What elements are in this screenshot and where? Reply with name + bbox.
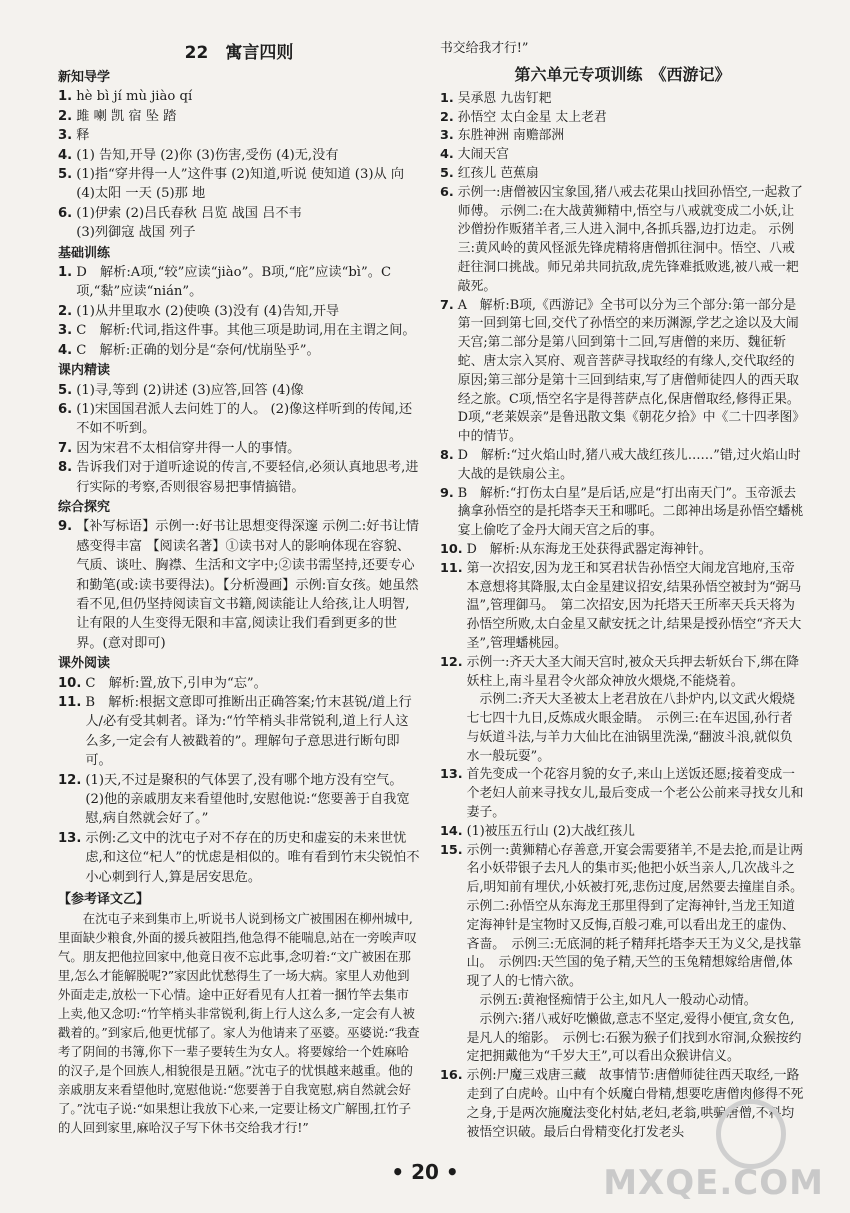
answer-text: (1) 告知,开导 (2)你 (3)伤害,受伤 (4)无,没有	[76, 147, 339, 163]
answer-text: 示例一:唐僧被囚宝象国,猪八戒去花果山找回孙悟空,一起救了师傅。 示例二:在大战黄狮精中,悟空与八戒就变成二小妖,让沙僧扮作贩猪羊者,三人进入洞中,各抓兵器,边打边走。 示例三:黄风岭的黄风怪派先锋虎精将唐僧抓往洞中。悟空、八戒赶往洞口挑战。师兄弟共同抗敌,虎先锋难抵败逃,被八戒一耙敲死。	[457, 184, 803, 294]
section-heading: 课外阅读	[58, 656, 111, 672]
answer-text: 因为宋君不太相信穿井得一人的事情。	[76, 440, 301, 456]
answer-item	[58, 771, 420, 829]
answer-text: C 解析:置,放下,引申为“忘”。	[85, 675, 267, 691]
section-heading: 课内精读	[58, 363, 111, 379]
watermark-text: MXQE.COM	[603, 1163, 824, 1203]
answer-item	[58, 165, 420, 204]
answer-text: 红孩儿 芭蕉扇	[457, 165, 539, 181]
answer-item	[58, 107, 420, 126]
answer-number: 10.	[58, 675, 82, 691]
answer-number: 16.	[440, 1068, 463, 1084]
answer-number: 14.	[440, 823, 463, 839]
answer-text: A 解析:B项,《西游记》全书可以分为三个部分:第一部分是第一回到第七回,交代了孙悟空的来历渊源,学艺之途以及大闹天宫;第二部分是第八回到第十二回,写唐僧的来历、魏征斩蛇、唐太宗入冥府、观音菩萨寻找取经的有缘人,交代取经的原因;第三部分是第十三回到结束,写了唐僧师徒四人的西天取经之旅。C项,悟空名字是得菩萨点化,保唐僧取经,修得正果。D项,“老莱娱亲”是鲁迅散文集《朝花夕拾》中《二十四孝图》中的情节。	[457, 297, 800, 445]
answer-number: 11.	[440, 560, 463, 576]
answer-item	[58, 829, 420, 887]
answer-number: 12.	[58, 772, 82, 788]
answer-item	[58, 302, 420, 321]
answer-number: 1.	[58, 265, 73, 281]
answer-item	[58, 341, 420, 360]
section-heading: 新知导学	[58, 70, 111, 85]
answer-item	[440, 823, 805, 842]
answer-item	[440, 560, 805, 654]
answer-text: D 解析:A项,“较”应读“jiào”。B项,“庇”应读“bì”。C项,“黏”应读“nián”。	[76, 265, 392, 300]
answer-item	[440, 842, 805, 1068]
answer-number: 5.	[58, 167, 73, 183]
answer-text: 吴承恩 九齿钉耙	[457, 90, 552, 106]
answer-text: 示例一:齐天大圣大闹天宫时,被众天兵押去斩妖台下,绑在降妖柱上,南斗星君令火部众神放火煨烧,不能烧着。 示例二:齐天大圣被太上老君放在八卦炉内,以文武火煅烧七七四十九日,反炼成火眼金睛。 示例三:在车迟国,孙行者与妖道斗法,与羊力大仙比在油锅里洗澡,“翻波斗浪,就似负水一般玩耍”。	[466, 654, 800, 764]
answer-text: 第一次招安,因为龙王和冥君状告孙悟空大闹龙宫地府,玉帝本意想将其降服,太白金星建议招安,结果孙悟空被封为“弼马温”,管理御马。 第二次招安,因为托塔天王所率天兵天将为孙悟空所败,太白金星又献安抚之计,结果是授孙悟空“齐天大圣”,管理蟠桃园。	[466, 560, 802, 651]
section-heading: 综合探究	[58, 499, 111, 515]
right-column	[440, 40, 805, 1142]
section-heading: 基础训练	[58, 245, 111, 261]
answer-item	[440, 146, 805, 165]
reference-translation-text: 在沈屯子来到集市上,听说书人说到杨文广被围困在柳州城中,里面缺少粮食,外面的援兵被阻挡,他急得不能喘息,站在一旁唉声叹气。朋友把他拉回家中,他竟日夜不忘此事,念叨着:“文广被困在那里,怎么才能解脱呢?”家因此忧愁得生了一场大病。家里人劝他到外面走走,放松一下心情。途中正好看见有人扛着一捆竹竿去集市上卖,他又念叨:“竹竿梢头非常锐利,街上行人这么多,一定会有人被戳着的。”到家后,他更忧郁了。家人为他请来了巫婆。巫婆说:“我查考了阴间的书簿,你下一辈子要转生为女人。将要嫁给一个姓麻哈的汉子,是个回族人,相貌很是丑陋。”沈屯子的忧惧越来越重。他的亲戚朋友来看望他时,宽慰他说:“您要善于自我宽慰,病自然就会好了。”沈屯子说:“如果想让我放下心来,一定要让杨文广解围,扛竹子的人回到家里,麻哈汉子写下休书交给我才行!”	[58, 911, 420, 1136]
answer-text: 【补写标语】示例一:好书让思想变得深邃 示例二:好书让情感变得丰富 【阅读名著】①读书对人的影响体现在容貌、气质、谈吐、胸襟、生活和文字中;②读书需坚持,还要专心和勤笔(或:读书要得法)。【分析漫画】示例:盲女孩。她虽然看不见,但仍坚持阅读盲文书籍,阅读能让人给孩,让人明智,让有限的人生变得无限和丰富,阅读让我们看到更多的世界。(意对即可)	[76, 519, 419, 651]
answer-text: (1)天,不过是聚积的气体罢了,没有哪个地方没有空气。(2)他的亲戚朋友来看望他时,安慰他说:“您要善于自我宽慰,病自然就会好了。”	[85, 772, 410, 827]
answer-number: 5.	[440, 165, 454, 181]
answer-number: 7.	[58, 440, 73, 456]
answer-number: 9.	[440, 485, 454, 501]
answer-item	[58, 439, 420, 458]
answer-item	[440, 184, 805, 297]
answer-text: 示例:乙文中的沈屯子对不存在的历史和虚妄的未来世忧虑,和这位“杞人”的忧虑是相似的。唯有看到竹末尖锐怕不小心刺到行人,算是居安思危。	[85, 830, 420, 885]
answer-number: 7.	[440, 297, 454, 313]
answer-item	[58, 87, 420, 106]
answer-text: B 解析:根据文意即可推断出正确答案;竹末甚锐/道上行人/必有受其刺者。译为:“竹竿梢头非常锐利,道上行人这么多,一定会有人被戳着的”。理解句子意思进行断句即可。	[85, 695, 412, 769]
answer-item	[58, 458, 420, 497]
answer-text: (1)被压五行山 (2)大战红孩儿	[466, 823, 635, 839]
answer-text: (1)伊索 (2)吕氏春秋 吕览 战国 吕不韦 (3)列御寇 战国 列子	[76, 205, 302, 241]
answer-item	[440, 127, 805, 146]
answer-item	[440, 297, 805, 447]
answer-number: 12.	[440, 654, 463, 670]
answer-number: 2.	[58, 303, 73, 319]
answer-number: 8.	[58, 460, 73, 476]
answer-text: (1)寻,等到 (2)讲述 (3)应答,回答 (4)像	[76, 382, 304, 398]
left-column	[58, 40, 420, 1137]
answer-number: 4.	[440, 147, 454, 163]
answer-text: 示例:尸魔三戏唐三藏 故事情节:唐僧师徒往西天取经,一路走到了白虎岭。山中有个妖魔白骨精,想要吃唐僧肉修得不死之身,于是两次施魔法变化村姑,老妇,老翁,哄骗唐僧,不料均被悟空识破。最后白骨精变化打发老头	[466, 1068, 804, 1140]
answer-text: 东胜神洲 南赡部洲	[457, 128, 565, 144]
answer-text: 孙悟空 太白金星 太上老君	[457, 109, 607, 125]
answer-item	[440, 447, 805, 485]
answer-text: D 解析:从东海龙王处获得武器定海神针。	[466, 541, 712, 557]
answer-text: 告诉我们对于道听途说的传言,不要轻信,必须认真地思考,进行实际的考察,否则很容易把事情搞错。	[76, 460, 419, 495]
answer-number: 13.	[440, 767, 463, 783]
answer-item	[58, 126, 420, 145]
answer-number: 13.	[58, 830, 82, 846]
reference-translation-heading: 【参考译文乙】	[58, 892, 150, 908]
answer-number: 9.	[58, 519, 73, 535]
answer-item	[440, 485, 805, 541]
answer-number: 4.	[58, 147, 73, 163]
answer-number: 1.	[58, 89, 73, 105]
answer-item	[58, 381, 420, 400]
answer-text: C 解析:代词,指这件事。其他三项是助词,用在主谓之间。	[76, 323, 416, 339]
watermark-logo	[716, 1099, 786, 1169]
answer-text: 雎 喇 凯 宿 坠 踏	[76, 108, 177, 124]
answer-number: 6.	[58, 205, 73, 221]
answer-number: 1.	[440, 90, 454, 106]
answer-number: 2.	[58, 108, 73, 124]
answer-text: B 解析:“打伤太白星”是后话,应是“打出南天门”。玉帝派去擒拿孙悟空的是托塔李天王和哪吒。二郎神出场是孙悟空蟠桃宴上偷吃了金丹大闹天宫之后的事。	[457, 485, 804, 539]
answer-text: hè bì jí mù jiào qí	[76, 89, 193, 105]
answer-item	[58, 674, 420, 693]
answer-text: 释	[76, 128, 90, 144]
answer-number: 6.	[440, 184, 454, 200]
answer-number: 2.	[440, 109, 454, 125]
unit-title: 第六单元专项训练 《西游记》	[514, 64, 731, 84]
answer-number: 3.	[58, 323, 73, 339]
answer-number: 6.	[58, 401, 73, 417]
answer-item	[58, 204, 420, 243]
answer-number: 5.	[58, 382, 73, 398]
answer-item	[58, 146, 420, 165]
answer-item	[58, 263, 420, 302]
answer-text: (1)从井里取水 (2)使唤 (3)没有 (4)告知,开导	[76, 303, 340, 319]
answer-item	[440, 109, 805, 128]
answer-item	[58, 517, 420, 653]
answer-number: 3.	[58, 128, 73, 144]
answer-number: 8.	[440, 447, 454, 463]
answer-item	[440, 165, 805, 184]
answer-item	[440, 766, 805, 822]
answer-text: 首先变成一个花容月貌的女子,来山上送饭还愿;接着变成一个老妇人前来寻找女儿,最后变成一个老公公前来寻找女儿和妻子。	[466, 767, 804, 821]
answer-text: C 解析:正确的划分是“奈何/忧崩坠乎”。	[76, 342, 320, 358]
answer-number: 4.	[58, 342, 73, 358]
answer-item	[58, 400, 420, 439]
lesson-title: 22 寓言四则	[184, 43, 294, 63]
answer-item	[58, 693, 420, 771]
answer-text: (1)宋国国君派人去问姓丁的人。 (2)像这样听到的传闻,还不如不听到。	[76, 401, 413, 437]
page-number: • 20 •	[391, 1160, 459, 1184]
answer-text: D 解析:“过火焰山时,猪八戒大战红孩儿……”错,过火焰山时大战的是铁扇公主。	[457, 447, 801, 482]
answer-item	[440, 541, 805, 560]
answer-text: 大闹天宫	[457, 147, 509, 163]
answer-text: 示例一:黄狮精心存善意,开宴会需要猪羊,不是去抢,而是让两名小妖带银子去凡人的集市买;他把小妖当亲人,几次战斗之后,明知前有埋伏,小妖被打死,悲伤过度,居然要去撞崖自杀。 示例二:孙悟空从东海龙王那里得到了定海神针,当龙王知道定海神针是宝物时又反悔,百般刁难,可以看出龙王的虚伪、吝啬。 示例三:无底洞的耗子精拜托塔李天王为义父,是找靠山。 示例四:天竺国的兔子精,天竺的玉兔精想嫁给唐僧,体现了人的七情六欲。 示例五:黄袍怪痴情于公主,如凡人一般动心动情。 示例六:猪八戒好吃懒做,意志不坚定,爱得小便宜,贪女色,是凡人的缩影。 示例七:石猴为猴子们找到水帘洞,众猴按约定把拥戴他为“千岁大王”,可以看出众猴讲信义。	[466, 842, 804, 1065]
answer-text: (1)指“穿井得一人”这件事 (2)知道,听说 使知道 (3)从 向 (4)太阳 一天 (5)那 地	[76, 167, 409, 202]
answer-item	[58, 321, 420, 340]
answer-item	[440, 90, 805, 109]
answer-number: 11.	[58, 695, 82, 710]
answer-item	[440, 654, 805, 767]
answer-number: 10.	[440, 541, 463, 557]
answer-number: 3.	[440, 128, 454, 144]
continued-text: 书交给我才行!”	[440, 41, 529, 56]
answer-number: 15.	[440, 842, 463, 858]
